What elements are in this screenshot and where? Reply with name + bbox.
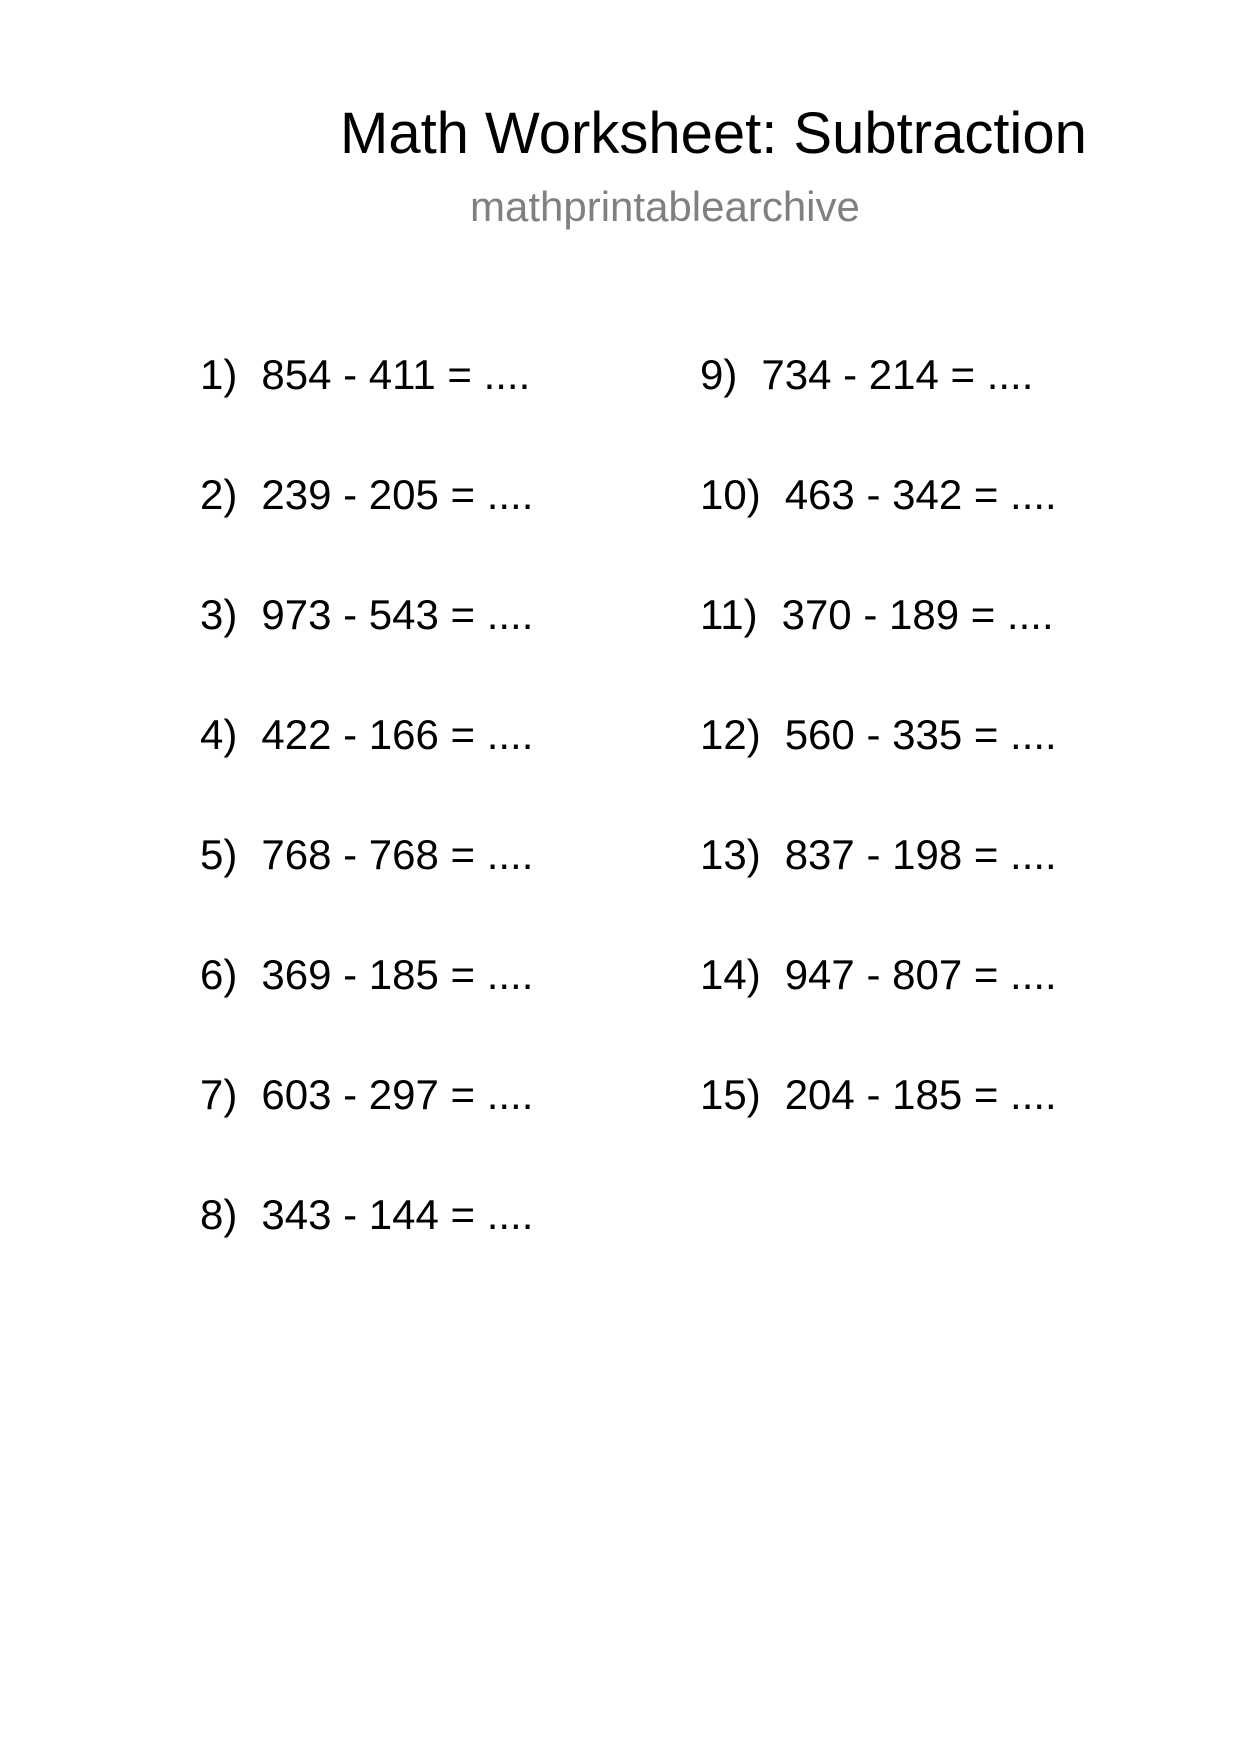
problem-number: 11)	[700, 591, 758, 638]
problem-number: 14)	[700, 951, 761, 998]
problem-expression: 947 - 807 = ....	[784, 951, 1057, 998]
problem-number: 8)	[200, 1191, 238, 1238]
problem-expression: 560 - 335 = ....	[784, 711, 1057, 758]
problem-item	[700, 950, 1180, 1070]
problem-expression: 369 - 185 = ....	[261, 951, 534, 998]
problem-number: 13)	[700, 831, 761, 878]
page-subtitle: mathprintablearchive	[470, 183, 860, 230]
problem-expression: 463 - 342 = ....	[784, 471, 1057, 518]
problem-item	[700, 710, 1180, 830]
problem-number: 3)	[200, 591, 238, 638]
problem-item	[200, 950, 680, 1070]
problem-expression: 343 - 144 = ....	[261, 1191, 534, 1238]
problem-expression: 734 - 214 = ....	[761, 351, 1034, 398]
problem-number: 6)	[200, 951, 238, 998]
problem-item	[200, 470, 680, 590]
problem-number: 4)	[200, 711, 238, 758]
problem-number: 9)	[700, 351, 738, 398]
problem-expression: 854 - 411 = ....	[261, 351, 531, 398]
problem-expression: 370 - 189 = ....	[781, 591, 1054, 638]
problem-item	[700, 470, 1180, 590]
problem-number: 1)	[200, 351, 238, 398]
problem-expression: 837 - 198 = ....	[784, 831, 1057, 878]
problem-expression: 603 - 297 = ....	[261, 1071, 534, 1118]
problem-number: 7)	[200, 1071, 238, 1118]
problem-column-right	[700, 350, 1180, 1190]
problem-number: 2)	[200, 471, 238, 518]
problem-number: 10)	[700, 471, 761, 518]
problem-expression: 973 - 543 = ....	[261, 591, 534, 638]
problem-item	[200, 1070, 680, 1190]
problem-item	[700, 350, 1180, 470]
problem-number: 12)	[700, 711, 761, 758]
problem-expression: 422 - 166 = ....	[261, 711, 534, 758]
problem-item	[700, 590, 1180, 710]
problem-number: 15)	[700, 1071, 761, 1118]
problem-item	[200, 830, 680, 950]
problem-column-left	[200, 350, 680, 1310]
problem-number: 5)	[200, 831, 238, 878]
problem-item	[200, 710, 680, 830]
problem-item	[200, 590, 680, 710]
page-title: Math Worksheet: Subtraction	[340, 101, 1087, 166]
problem-expression: 204 - 185 = ....	[784, 1071, 1057, 1118]
problem-expression: 768 - 768 = ....	[261, 831, 534, 878]
problem-item	[700, 1070, 1180, 1190]
problem-item	[200, 1190, 680, 1310]
problem-item	[700, 830, 1180, 950]
problem-expression: 239 - 205 = ....	[261, 471, 534, 518]
problem-item	[200, 350, 680, 470]
